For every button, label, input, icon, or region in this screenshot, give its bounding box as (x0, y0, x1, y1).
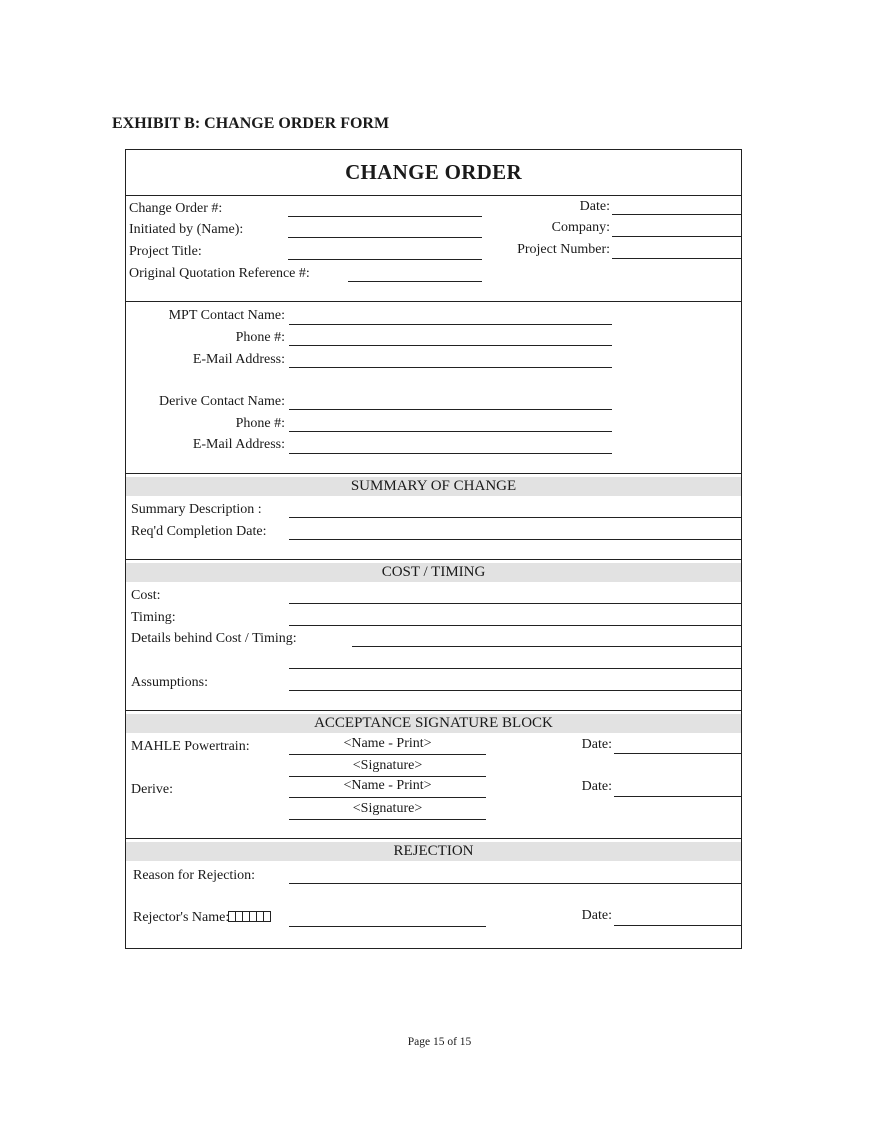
project-title-label: Project Title: (129, 244, 202, 259)
divider (125, 559, 742, 560)
cost-label: Cost: (131, 588, 161, 603)
mpt-contact-name-field[interactable] (289, 324, 612, 325)
completion-date-label: Req'd Completion Date: (131, 524, 267, 539)
divider (125, 195, 742, 196)
assumptions-label: Assumptions: (131, 675, 209, 690)
date-field[interactable] (612, 214, 742, 215)
rejector-name-label (133, 910, 271, 927)
original-quotation-field[interactable] (348, 281, 482, 282)
derive-label: Derive: (131, 782, 173, 797)
cost-timing-heading: COST / TIMING (126, 563, 741, 582)
mahle-date-label: Date: (581, 737, 612, 752)
mpt-email-field[interactable] (289, 367, 612, 368)
checkbox-glyphs (229, 911, 271, 927)
rejection-date-field[interactable] (614, 925, 742, 926)
derive-signature-field[interactable] (289, 819, 486, 820)
cost-field[interactable] (289, 603, 741, 604)
assumptions-field[interactable] (289, 690, 741, 691)
rejection-date-label: Date: (581, 908, 612, 923)
mpt-contact-name-label: MPT Contact Name: (168, 308, 285, 323)
summary-of-change-heading: SUMMARY OF CHANGE (126, 477, 741, 496)
rejection-reason-field[interactable] (289, 883, 741, 884)
form-title: CHANGE ORDER (345, 160, 522, 184)
change-order-form (125, 149, 742, 949)
timing-field[interactable] (289, 625, 741, 626)
details-field[interactable] (352, 646, 741, 647)
company-label: Company: (551, 220, 610, 235)
divider (125, 473, 742, 474)
page-number: Page 15 of 15 (407, 1036, 472, 1048)
exhibit-title: EXHIBIT B: CHANGE ORDER FORM (112, 115, 390, 132)
derive-phone-label: Phone #: (235, 416, 285, 431)
project-number-label: Project Number: (517, 242, 610, 257)
project-title-field[interactable] (288, 259, 482, 260)
derive-phone-field[interactable] (289, 431, 612, 432)
timing-label: Timing: (131, 610, 176, 625)
mahle-date-field[interactable] (614, 753, 742, 754)
mahle-name-field[interactable] (289, 754, 486, 755)
rejection-reason-label: Reason for Rejection: (133, 868, 256, 883)
mahle-name-print-placeholder: <Name - Print> (343, 736, 432, 751)
divider (125, 301, 742, 302)
acceptance-signature-heading: ACCEPTANCE SIGNATURE BLOCK (126, 714, 741, 733)
derive-contact-name-label: Derive Contact Name: (159, 394, 285, 409)
derive-email-label: E-Mail Address: (192, 437, 285, 452)
derive-name-print-placeholder: <Name - Print> (343, 778, 432, 793)
completion-date-field[interactable] (289, 539, 741, 540)
details-label: Details behind Cost / Timing: (131, 631, 297, 646)
mpt-phone-field[interactable] (289, 345, 612, 346)
change-order-number-label: Change Order #: (129, 201, 223, 216)
rejection-heading: REJECTION (126, 842, 741, 861)
summary-description-field[interactable] (289, 517, 741, 518)
summary-description-label: Summary Description : (131, 502, 262, 517)
divider (125, 710, 742, 711)
mpt-email-label: E-Mail Address: (192, 352, 285, 367)
divider (125, 838, 742, 839)
project-number-field[interactable] (612, 258, 742, 259)
mahle-powertrain-label: MAHLE Powertrain: (131, 739, 250, 754)
details-field-line-2[interactable] (289, 668, 741, 669)
initiated-by-field[interactable] (288, 237, 482, 238)
change-order-number-field[interactable] (288, 216, 482, 217)
derive-contact-name-field[interactable] (289, 409, 612, 410)
derive-email-field[interactable] (289, 453, 612, 454)
original-quotation-label: Original Quotation Reference #: (129, 266, 310, 281)
mpt-phone-label: Phone #: (235, 330, 285, 345)
mahle-signature-field[interactable] (289, 776, 486, 777)
derive-signature-placeholder: <Signature> (352, 801, 423, 816)
mahle-signature-placeholder: <Signature> (352, 758, 423, 773)
derive-name-field[interactable] (289, 797, 486, 798)
date-label: Date: (579, 199, 610, 214)
rejector-name-field[interactable] (289, 926, 486, 927)
initiated-by-label: Initiated by (Name): (129, 222, 244, 237)
derive-date-field[interactable] (614, 796, 742, 797)
company-field[interactable] (612, 236, 742, 237)
rejector-name-text: Rejector's Name: (133, 910, 230, 925)
derive-date-label: Date: (581, 779, 612, 794)
